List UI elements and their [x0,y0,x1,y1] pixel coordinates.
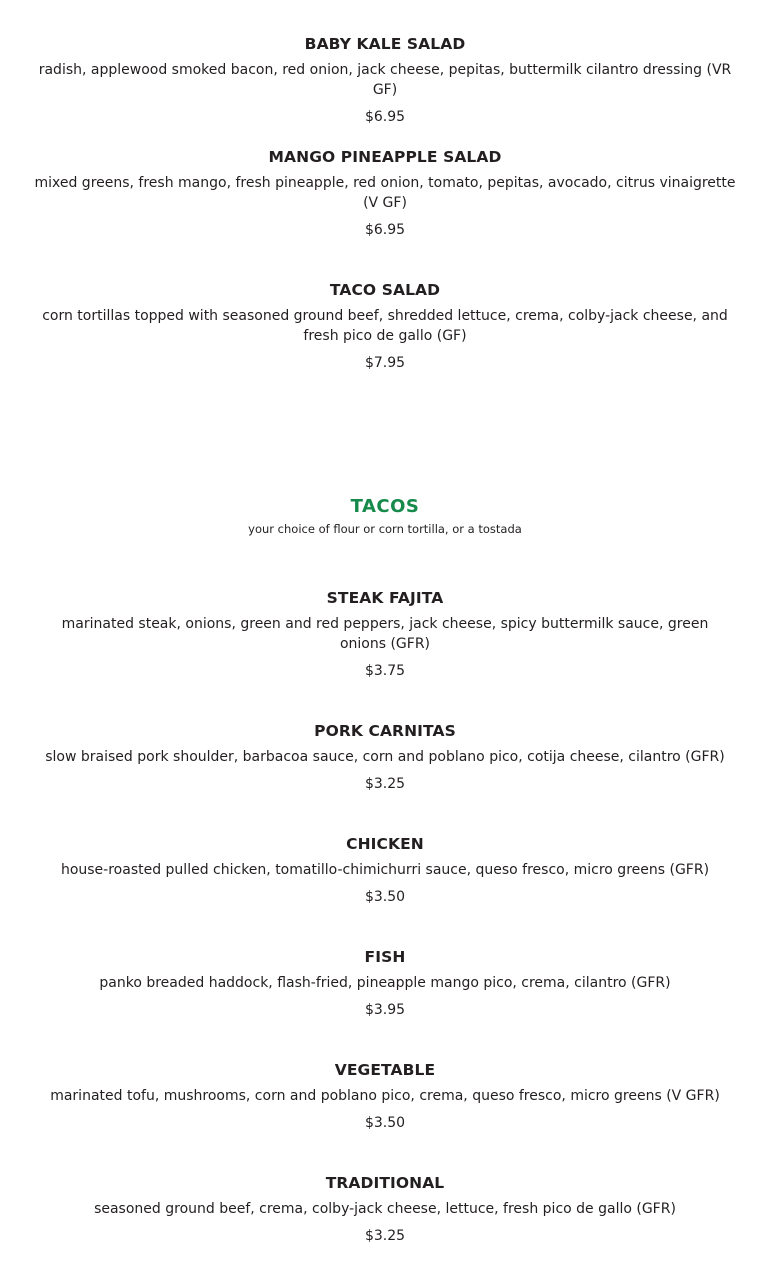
item-price: $6.95 [364,222,406,238]
item-description: marinated steak, onions, green and red peppers, jack cheese, spicy buttermilk sauce, green onions (GFR) [61,616,709,652]
menu-item-steak-fajita [34,588,736,681]
item-name: VEGETABLE [334,1061,436,1079]
menu-item-fish [34,947,736,1020]
item-description: radish, applewood smoked bacon, red onion, jack cheese, pepitas, buttermilk cilantro dressing (VR GF) [38,62,732,98]
item-name: CHICKEN [346,835,424,853]
item-price: $3.50 [364,1115,406,1131]
item-name: PORK CARNITAS [314,722,456,740]
item-price: $3.50 [364,889,406,905]
item-name: FISH [364,948,406,966]
menu-item-baby-kale-salad [34,34,736,127]
section-header-tacos [0,496,770,537]
item-price: $3.95 [364,1002,406,1018]
item-description: house-roasted pulled chicken, tomatillo-chimichurri sauce, queso fresco, micro greens (GFR) [60,862,710,878]
menu-item-vegetable [34,1060,736,1133]
menu-item-pork-carnitas [34,721,736,794]
item-name: STEAK FAJITA [326,589,444,607]
item-description: seasoned ground beef, crema, colby-jack cheese, lettuce, fresh pico de gallo (GFR) [94,1201,676,1217]
item-price: $6.95 [364,109,406,125]
item-price: $3.25 [364,776,406,792]
menu-item-taco-salad [34,280,736,373]
item-description: mixed greens, fresh mango, fresh pineapple, red onion, tomato, pepitas, avocado, citrus vinaigrette (V GF) [34,175,736,211]
item-price: $7.95 [364,355,406,371]
menu-item-chicken [34,834,736,907]
item-name: BABY KALE SALAD [304,35,466,53]
item-name: TRADITIONAL [325,1174,445,1192]
item-description: slow braised pork shoulder, barbacoa sauce, corn and poblano pico, cotija cheese, cilantro (GFR) [45,749,725,765]
item-description: marinated tofu, mushrooms, corn and poblano pico, crema, queso fresco, micro greens (V GFR) [50,1088,720,1104]
item-description: panko breaded haddock, flash-fried, pineapple mango pico, crema, cilantro (GFR) [99,975,671,991]
menu-item-mango-pineapple-salad [34,147,736,240]
item-description: corn tortillas topped with seasoned ground beef, shredded lettuce, crema, colby-jack cheese, and fresh pico de gallo (GF) [42,308,728,344]
menu-item-traditional [34,1173,736,1246]
section-title: TACOS [350,496,420,517]
section-subtitle: your choice of flour or corn tortilla, or a tostada [248,522,522,536]
item-price: $3.75 [364,663,406,679]
item-name: MANGO PINEAPPLE SALAD [268,148,502,166]
item-name: TACO SALAD [329,281,441,299]
item-price: $3.25 [364,1228,406,1244]
